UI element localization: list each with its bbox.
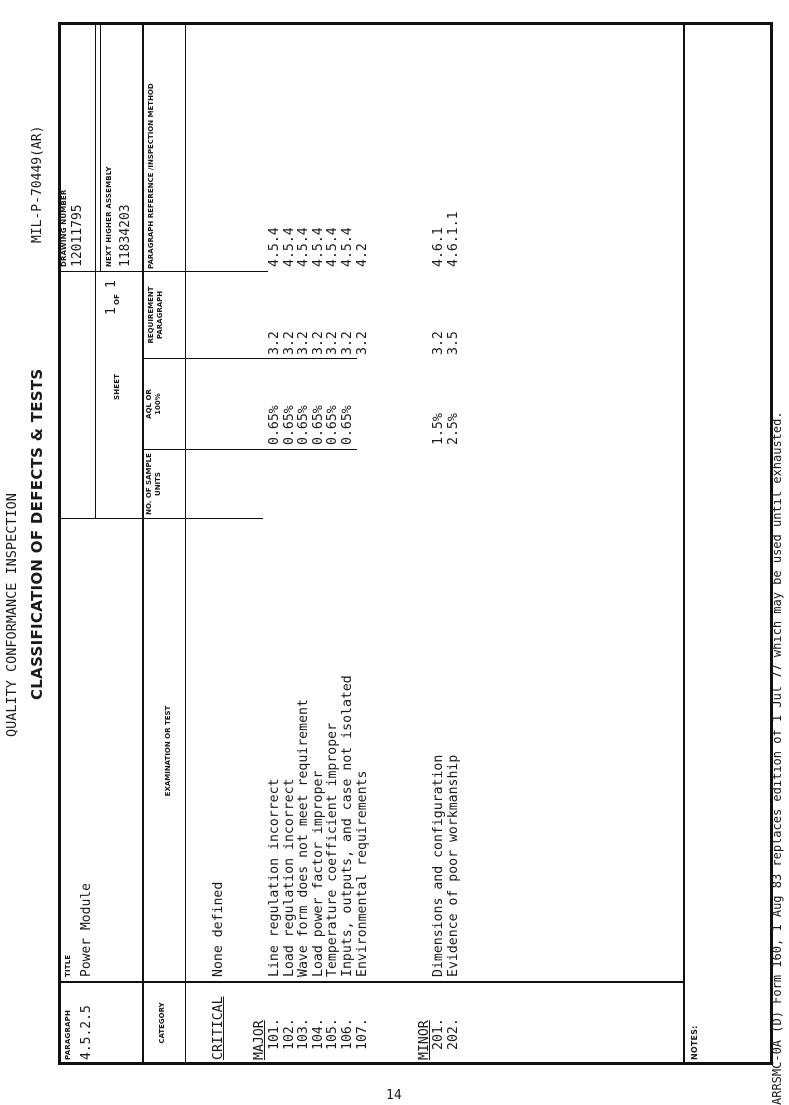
row-ref: 4.6.1 bbox=[431, 227, 446, 267]
row-exam: Load power factor improper bbox=[310, 770, 326, 977]
next-higher-assembly-label: NEXT HIGHER ASSEMBLY bbox=[105, 166, 113, 267]
row-code: 107. bbox=[354, 1018, 370, 1050]
row-exam: Load regulation incorrect bbox=[281, 778, 297, 977]
row-code: 201. bbox=[431, 1018, 446, 1050]
drawing-number-label: DRAWING NUMBER bbox=[60, 189, 68, 267]
row-aql: 0.65% bbox=[340, 405, 355, 445]
next-higher-assembly-value: 11834203 bbox=[118, 204, 133, 267]
row-code: 106. bbox=[340, 1018, 355, 1050]
row-code: 104. bbox=[310, 1018, 326, 1050]
requirement-paragraph-header: REQUIREMENT PARAGRAPH bbox=[147, 286, 164, 344]
row-aql: 0.65% bbox=[281, 405, 297, 445]
critical-heading: CRITICAL bbox=[211, 996, 226, 1060]
row-code: 202. bbox=[445, 1018, 461, 1050]
row-ref: 4.5.4 bbox=[281, 227, 297, 267]
examination-header: EXAMINATION OR TEST bbox=[164, 705, 172, 797]
paragraph-reference-header: PARAGRAPH REFERENCE /INSPECTION METHOD bbox=[147, 83, 155, 269]
row-ref: 4.5.4 bbox=[340, 227, 355, 267]
form-title: QUALITY CONFORMANCE INSPECTION bbox=[4, 493, 20, 737]
critical-text: None defined bbox=[211, 881, 226, 977]
row-aql: 0.65% bbox=[267, 405, 282, 445]
sample-units-header: NO. OF SAMPLE UNITS bbox=[145, 453, 162, 515]
row-ref: 4.2 bbox=[354, 243, 370, 267]
row-aql: 2.5% bbox=[445, 413, 461, 445]
row-code: 102. bbox=[281, 1018, 297, 1050]
row-ref: 4.5.4 bbox=[267, 227, 282, 267]
row-aql: 0.65% bbox=[325, 405, 341, 445]
sheet-label: SHEET bbox=[113, 373, 121, 400]
row-exam: Dimensions and configuration bbox=[431, 754, 446, 977]
row-ref: 4.5.4 bbox=[310, 227, 326, 267]
row-req: 3.2 bbox=[281, 331, 297, 355]
row-aql: 0.65% bbox=[296, 405, 312, 445]
drawing-number-value: 12011795 bbox=[70, 204, 85, 267]
title-value: Power Module bbox=[79, 883, 94, 977]
row-aql: 0.65% bbox=[310, 405, 326, 445]
row-req: 3.2 bbox=[267, 331, 282, 355]
paragraph-value: 4.5.2.5 bbox=[79, 1005, 94, 1060]
row-code: 103. bbox=[296, 1018, 312, 1050]
row-req: 3.2 bbox=[296, 331, 312, 355]
row-req: 3.2 bbox=[354, 331, 370, 355]
row-exam: Environmental requirements bbox=[354, 770, 370, 977]
category-header: CATEGORY bbox=[158, 1002, 166, 1044]
title-label: TITLE bbox=[64, 954, 72, 977]
row-exam: Line regulation incorrect bbox=[267, 778, 282, 977]
form-subtitle: CLASSIFICATION OF DEFECTS & TESTS bbox=[28, 368, 46, 700]
major-heading: MAJOR bbox=[252, 1020, 267, 1060]
paragraph-label: PARAGRAPH bbox=[64, 1009, 72, 1060]
row-code: 105. bbox=[325, 1018, 341, 1050]
row-code: 101. bbox=[267, 1018, 282, 1050]
sheet-of-label: OF bbox=[113, 293, 121, 305]
form-edition-note: ARRSMC-0A (D) Form 160, 1 Aug 83 replaces edition of 1 Jul 77 which may be used until exhausted. bbox=[770, 411, 784, 1105]
sheet-value: 1 bbox=[104, 307, 119, 315]
row-aql: 1.5% bbox=[431, 413, 446, 445]
row-req: 3.2 bbox=[325, 331, 341, 355]
page-number: 14 bbox=[386, 1088, 402, 1103]
sheet-of-value: 1 bbox=[104, 280, 119, 288]
row-exam: Wave form does not meet requirement bbox=[296, 699, 312, 977]
row-exam: Inputs, outputs, and case not isolated bbox=[340, 675, 355, 977]
row-req: 3.2 bbox=[340, 331, 355, 355]
row-req: 3.2 bbox=[431, 331, 446, 355]
row-req: 3.5 bbox=[445, 331, 461, 355]
notes-label: NOTES: bbox=[690, 1025, 699, 1060]
row-ref: 4.6.1.1 bbox=[445, 211, 461, 267]
row-exam: Temperature coefficient improper bbox=[325, 722, 341, 977]
aql-header: AQL OR 100% bbox=[145, 389, 162, 419]
row-exam: Evidence of poor workmanship bbox=[445, 754, 461, 977]
minor-heading: MINOR bbox=[417, 1020, 432, 1060]
spec-number: MIL-P-70449(AR) bbox=[30, 125, 45, 243]
row-ref: 4.5.4 bbox=[325, 227, 341, 267]
row-ref: 4.5.4 bbox=[296, 227, 312, 267]
row-req: 3.2 bbox=[310, 331, 326, 355]
